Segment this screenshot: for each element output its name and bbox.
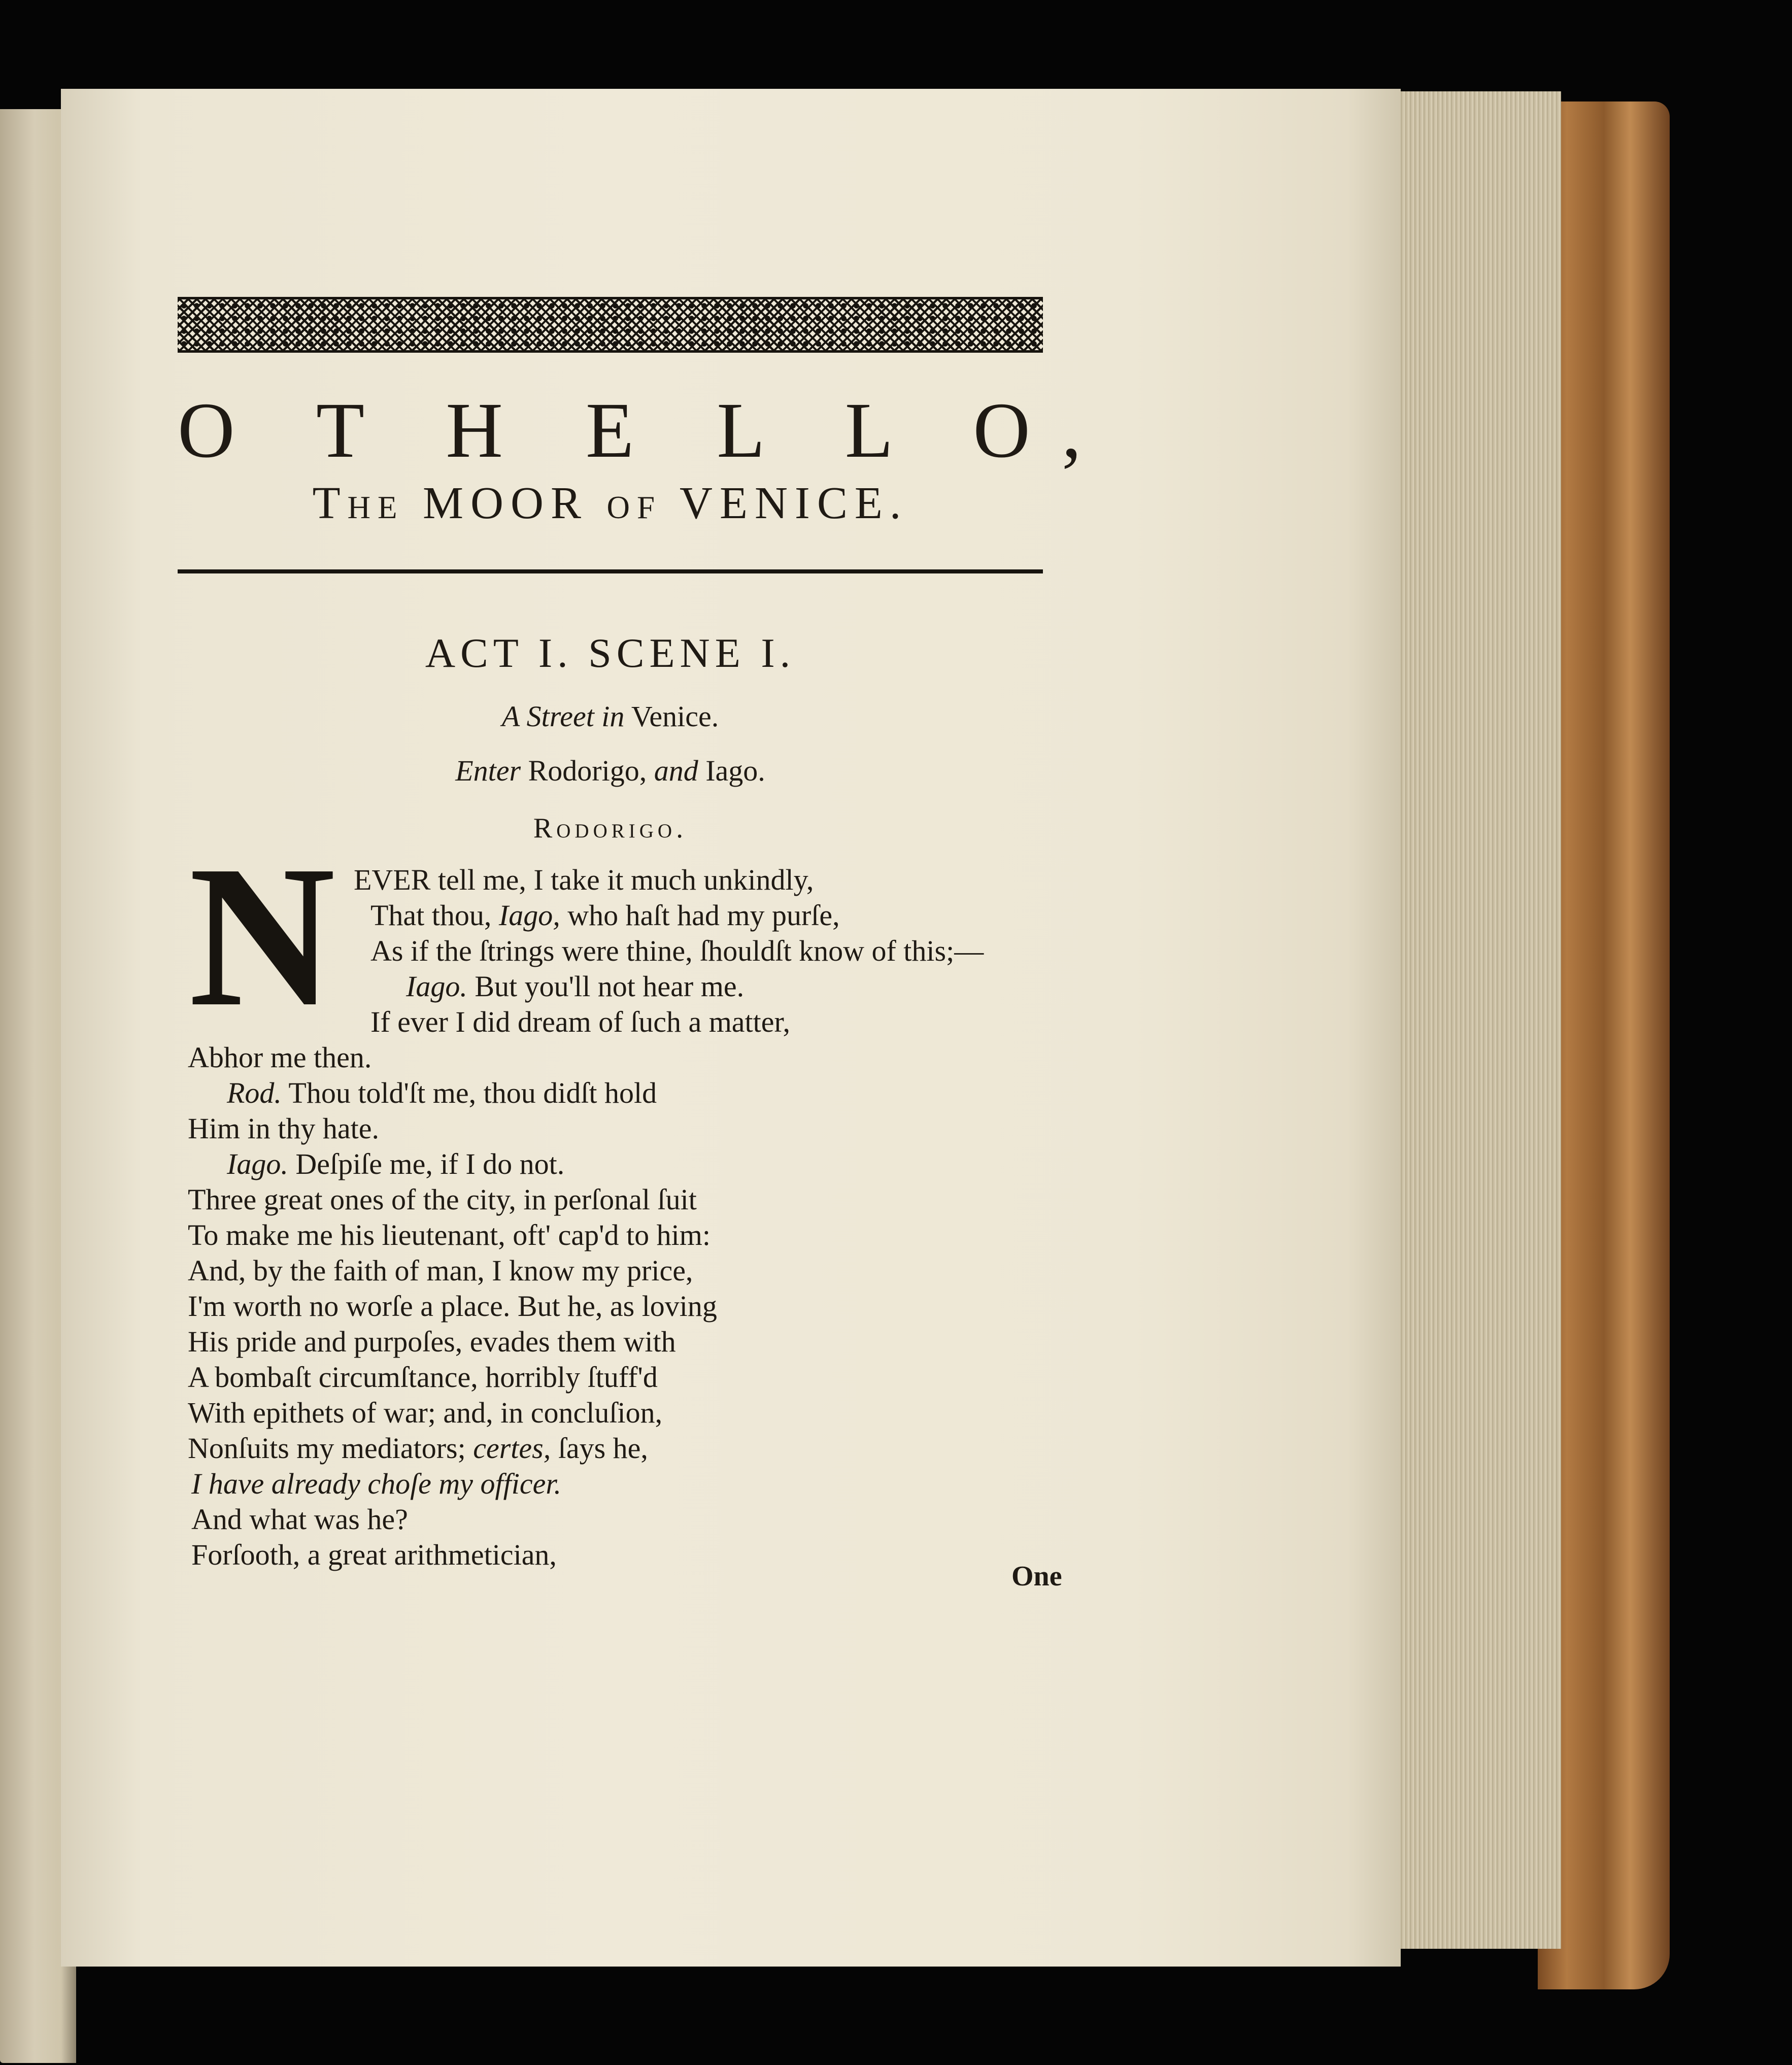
speaker-name: Rodorigo. <box>533 813 688 844</box>
title-rule <box>178 569 1043 573</box>
setting-prefix: A Street in <box>501 700 625 733</box>
header-ornament <box>178 297 1043 353</box>
text-line: Abhor me then. <box>188 1041 372 1074</box>
line-segment: But you'll not hear me. <box>475 970 745 1003</box>
speaker-label: Rod. <box>227 1076 282 1109</box>
drop-cap: N <box>189 824 335 1048</box>
page-title: O T H E L L O, <box>178 386 1113 474</box>
text-line <box>227 1078 657 1108</box>
entrance-name-2: Iago. <box>705 754 765 787</box>
scene-setting <box>178 699 1043 733</box>
page-subtitle: The MOOR of VENICE. <box>312 478 908 528</box>
entrance-and: and <box>654 754 698 787</box>
entrance-name-1: Rodorigo, <box>528 754 647 787</box>
line-segment: who haſt had my purſe, <box>567 899 840 932</box>
setting-place: Venice. <box>631 700 719 733</box>
line-segment: Nonſuits my mediators; <box>188 1432 466 1465</box>
line-segment: ſays he, <box>558 1432 648 1465</box>
text-line <box>406 972 744 1001</box>
act-scene-heading: ACT I. SCENE I. <box>425 630 796 676</box>
text-line: Forſooth, a great arithmetician, <box>191 1538 557 1571</box>
line-segment: That thou, <box>370 899 492 932</box>
text-line: With epithets of war; and, in concluſion, <box>188 1396 663 1429</box>
line-segment: Thou told'ſt me, thou didſt hold <box>288 1076 657 1109</box>
text-line: Him in thy hate. <box>188 1112 379 1145</box>
text-line <box>227 1149 564 1179</box>
text-line: And what was he? <box>191 1503 408 1536</box>
text-line <box>188 1434 648 1463</box>
speaker-label: Iago. <box>406 970 467 1003</box>
text-line: If ever I did dream of ſuch a matter, <box>370 1005 791 1038</box>
page-edges <box>1391 91 1561 1949</box>
stage-direction <box>178 754 1043 788</box>
entrance-prefix: Enter <box>455 754 521 787</box>
speaker-label: Iago. <box>227 1147 288 1180</box>
text-line: And, by the faith of man, I know my price, <box>188 1254 693 1287</box>
text-line: EVER tell me, I take it much unkindly, <box>354 863 814 896</box>
text-line: Three great ones of the city, in perſonal ſuit <box>188 1183 697 1216</box>
line-segment: Deſpiſe me, if I do not. <box>295 1147 565 1180</box>
text-line: To make me his lieutenant, oft' cap'd to him: <box>188 1218 711 1251</box>
catchword: One <box>1011 1561 1062 1592</box>
text-line: His pride and purpoſes, evades them with <box>188 1325 676 1358</box>
text-line <box>370 901 840 930</box>
text-line: A bombaſt circumſtance, horribly ſtuff'd <box>188 1361 658 1394</box>
speaker-inline-name: Iago, <box>498 899 560 932</box>
text-line: I have already choſe my officer. <box>191 1467 562 1500</box>
line-segment-italic: certes, <box>473 1432 551 1465</box>
text-line: I'm worth no worſe a place. But he, as loving <box>188 1290 717 1323</box>
text-line: As if the ſtrings were thine, ſhouldſt know of this;— <box>370 934 984 967</box>
